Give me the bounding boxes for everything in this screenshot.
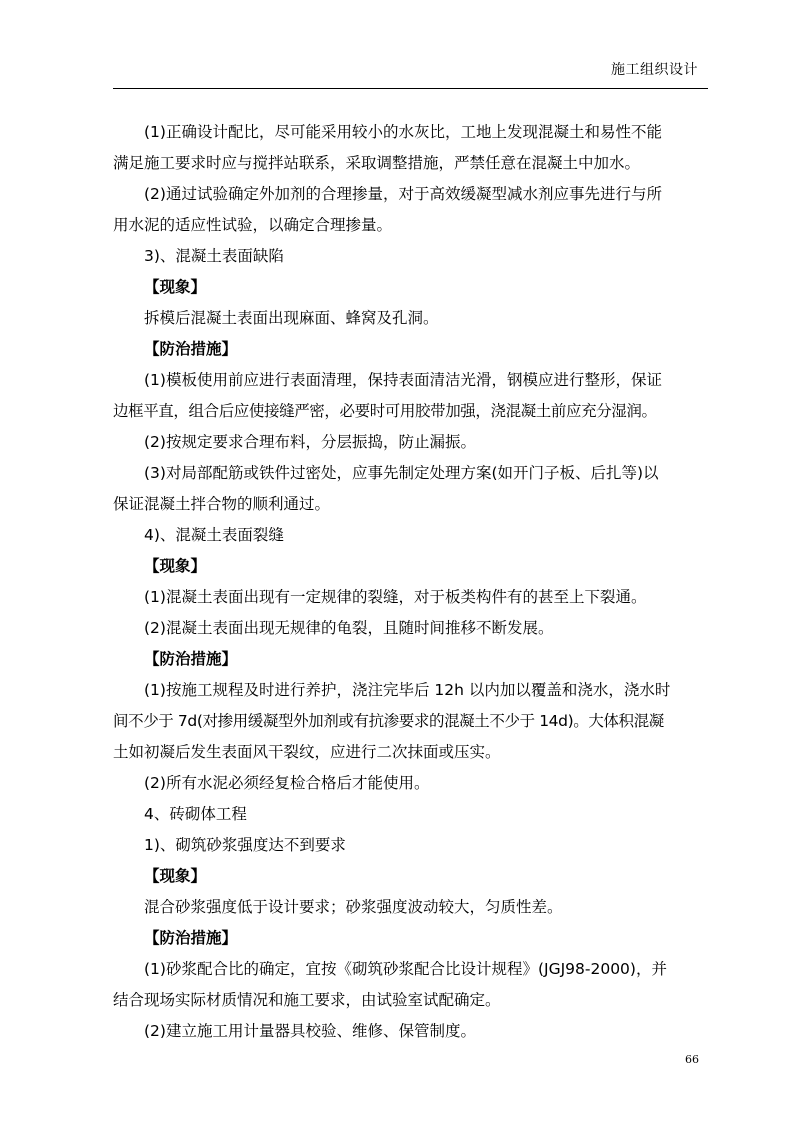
- section-heading: 【防治措施】: [144, 929, 238, 947]
- text-line: (1)混凝土表面出现有一定规律的裂缝，对于板类构件有的甚至上下裂通。: [144, 588, 647, 606]
- text-line: 1)、砌筑砂浆强度达不到要求: [144, 836, 346, 854]
- header-divider: [113, 88, 708, 89]
- text-line: 4)、混凝土表面裂缝: [144, 526, 284, 544]
- section-heading: 【现象】: [144, 557, 207, 575]
- text-line: 4、砖砌体工程: [144, 805, 247, 823]
- text-line: 保证混凝土拌合物的顺利通过。: [113, 495, 331, 513]
- text-line: 间不少于 7d(对掺用缓凝型外加剂或有抗渗要求的混凝土不少于 14d)。大体积混凝: [113, 712, 664, 730]
- text-line: (2)所有水泥必须经复检合格后才能使用。: [144, 774, 430, 792]
- text-line: 拆模后混凝土表面出现麻面、蜂窝及孔洞。: [144, 309, 439, 327]
- text-line: (1)模板使用前应进行表面清理，保持表面清洁光滑，钢模应进行整形，保证: [144, 371, 662, 389]
- text-line: 边框平直，组合后应使接缝严密，必要时可用胶带加强，浇混凝土前应充分湿润。: [113, 402, 657, 420]
- section-heading: 【现象】: [144, 867, 207, 885]
- text-line: (3)对局部配筋或铁件过密处，应事先制定处理方案(如开门子板、后扎等)以: [144, 464, 659, 482]
- document-body: [113, 117, 713, 1047]
- header-title: 施工组织设计: [611, 62, 698, 78]
- text-line: (1)砂浆配合比的确定，宜按《砌筑砂浆配合比设计规程》(JGJ98-2000)，并: [144, 960, 667, 978]
- text-line: 土如初凝后发生表面风干裂纹，应进行二次抹面或压实。: [113, 743, 501, 761]
- text-line: (2)通过试验确定外加剂的合理掺量，对于高效缓凝型减水剂应事先进行与所: [144, 185, 662, 203]
- text-line: (2)按规定要求合理布料，分层振捣，防止漏振。: [144, 433, 476, 451]
- text-line: (2)混凝土表面出现无规律的龟裂，且随时间推移不断发展。: [144, 619, 554, 637]
- section-heading: 【现象】: [144, 278, 207, 296]
- text-line: 用水泥的适应性试验，以确定合理掺量。: [113, 216, 393, 234]
- text-line: (2)建立施工用计量器具校验、维修、保管制度。: [144, 1022, 476, 1040]
- text-line: 结合现场实际材质情况和施工要求，由试验室试配确定。: [113, 991, 501, 1009]
- page-number: 66: [685, 1053, 699, 1066]
- text-line: 混合砂浆强度低于设计要求；砂浆强度波动较大，匀质性差。: [144, 898, 563, 916]
- section-heading: 【防治措施】: [144, 340, 238, 358]
- text-line: (1)按施工规程及时进行养护，浇注完毕后 12h 以内加以覆盖和浇水，浇水时: [144, 681, 671, 699]
- section-heading: 【防治措施】: [144, 650, 238, 668]
- text-line: 满足施工要求时应与搅拌站联系，采取调整措施，严禁任意在混凝土中加水。: [113, 154, 641, 172]
- text-line: (1)正确设计配比，尽可能采用较小的水灰比，工地上发现混凝土和易性不能: [144, 123, 662, 141]
- text-line: 3)、混凝土表面缺陷: [144, 247, 284, 265]
